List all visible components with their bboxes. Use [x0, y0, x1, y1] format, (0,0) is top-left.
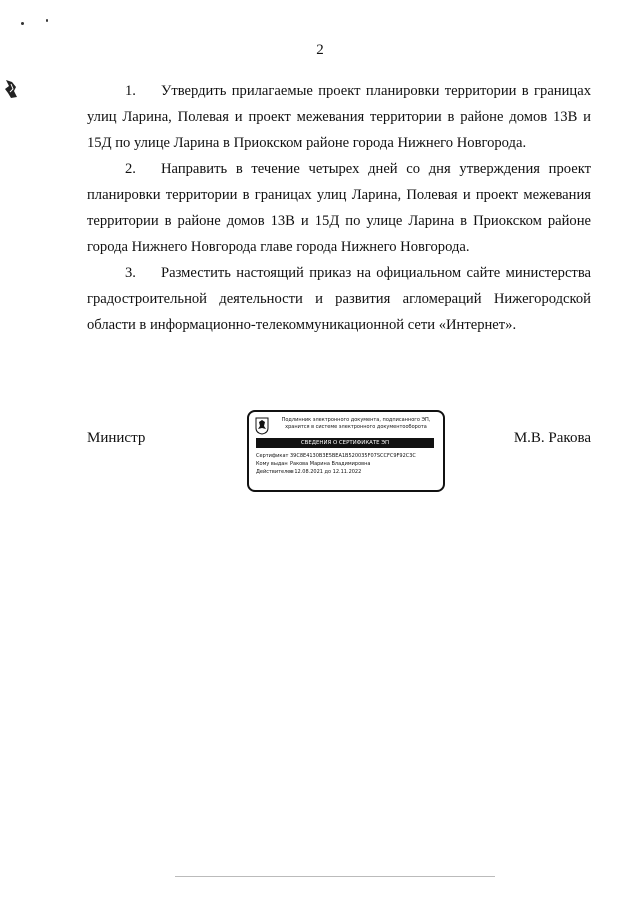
scan-speck — [21, 22, 24, 25]
paragraph-text: Разместить настоящий приказ на официальном сайте министерства градостроительной деятельности и развития агломераций Нижегородской области в информационно-телекоммуникационной сети «Интернет». — [87, 265, 591, 333]
certificate-value: 39C8E4130B3E5BEA1B520035F07SCCFC9F92C3C — [290, 453, 416, 459]
signature-block — [87, 417, 591, 495]
certificate-row — [256, 460, 436, 468]
paragraph-3 — [87, 260, 591, 338]
certificate-row — [256, 452, 436, 460]
paragraph-text: Утвердить прилагаемые проект планировки территории в границах улиц Ларина, Полевая и проект межевания территории в районе домов 13В и 15Д по улице Ларина в Приокском районе города Нижнего Новгорода. — [87, 83, 591, 151]
paragraph-text: Направить в течение четырех дней со дня утверждения проект планировки территории в границах улиц Ларина, Полевая и проект межевания территории в районе домов 13В и 15Д по улице Ларина в Приокском районе города Нижнего Новгорода главе города Нижнего Новгорода. — [87, 161, 591, 255]
scan-edge-line — [175, 876, 495, 877]
paragraph-number: 2. — [125, 161, 136, 177]
certificate-details — [256, 452, 436, 476]
document-body — [87, 78, 591, 338]
page-number: 2 — [316, 42, 324, 58]
stamp-caption-line: хранится в системе электронного документооборота — [285, 423, 427, 430]
certificate-row — [256, 468, 436, 476]
certificate-label: Кому выдан — [256, 461, 288, 467]
paragraph-1 — [87, 78, 591, 156]
coat-of-arms-icon — [255, 417, 269, 435]
paragraph-number: 1. — [125, 83, 136, 99]
signer-role: Министр — [87, 430, 146, 446]
stamp-caption — [273, 417, 439, 430]
paragraph-number: 3. — [125, 265, 136, 281]
electronic-signature-stamp — [247, 410, 445, 492]
certificate-label: Действителен — [256, 469, 294, 475]
stamp-band: СВЕДЕНИЯ О СЕРТИФИКАТЕ ЭП — [256, 438, 434, 448]
scan-speck — [46, 19, 48, 22]
certificate-value: с 12.08.2021 до 12.11.2022 — [290, 469, 362, 475]
certificate-label: Сертификат — [256, 453, 289, 459]
paragraph-2 — [87, 156, 591, 260]
signer-name: М.В. Ракова — [513, 430, 591, 446]
stamp-caption-line: Подлинник электронного документа, подписанного ЭП, — [281, 417, 431, 423]
margin-mark — [3, 78, 19, 100]
certificate-value: Ракова Марина Владимировна — [290, 461, 371, 467]
